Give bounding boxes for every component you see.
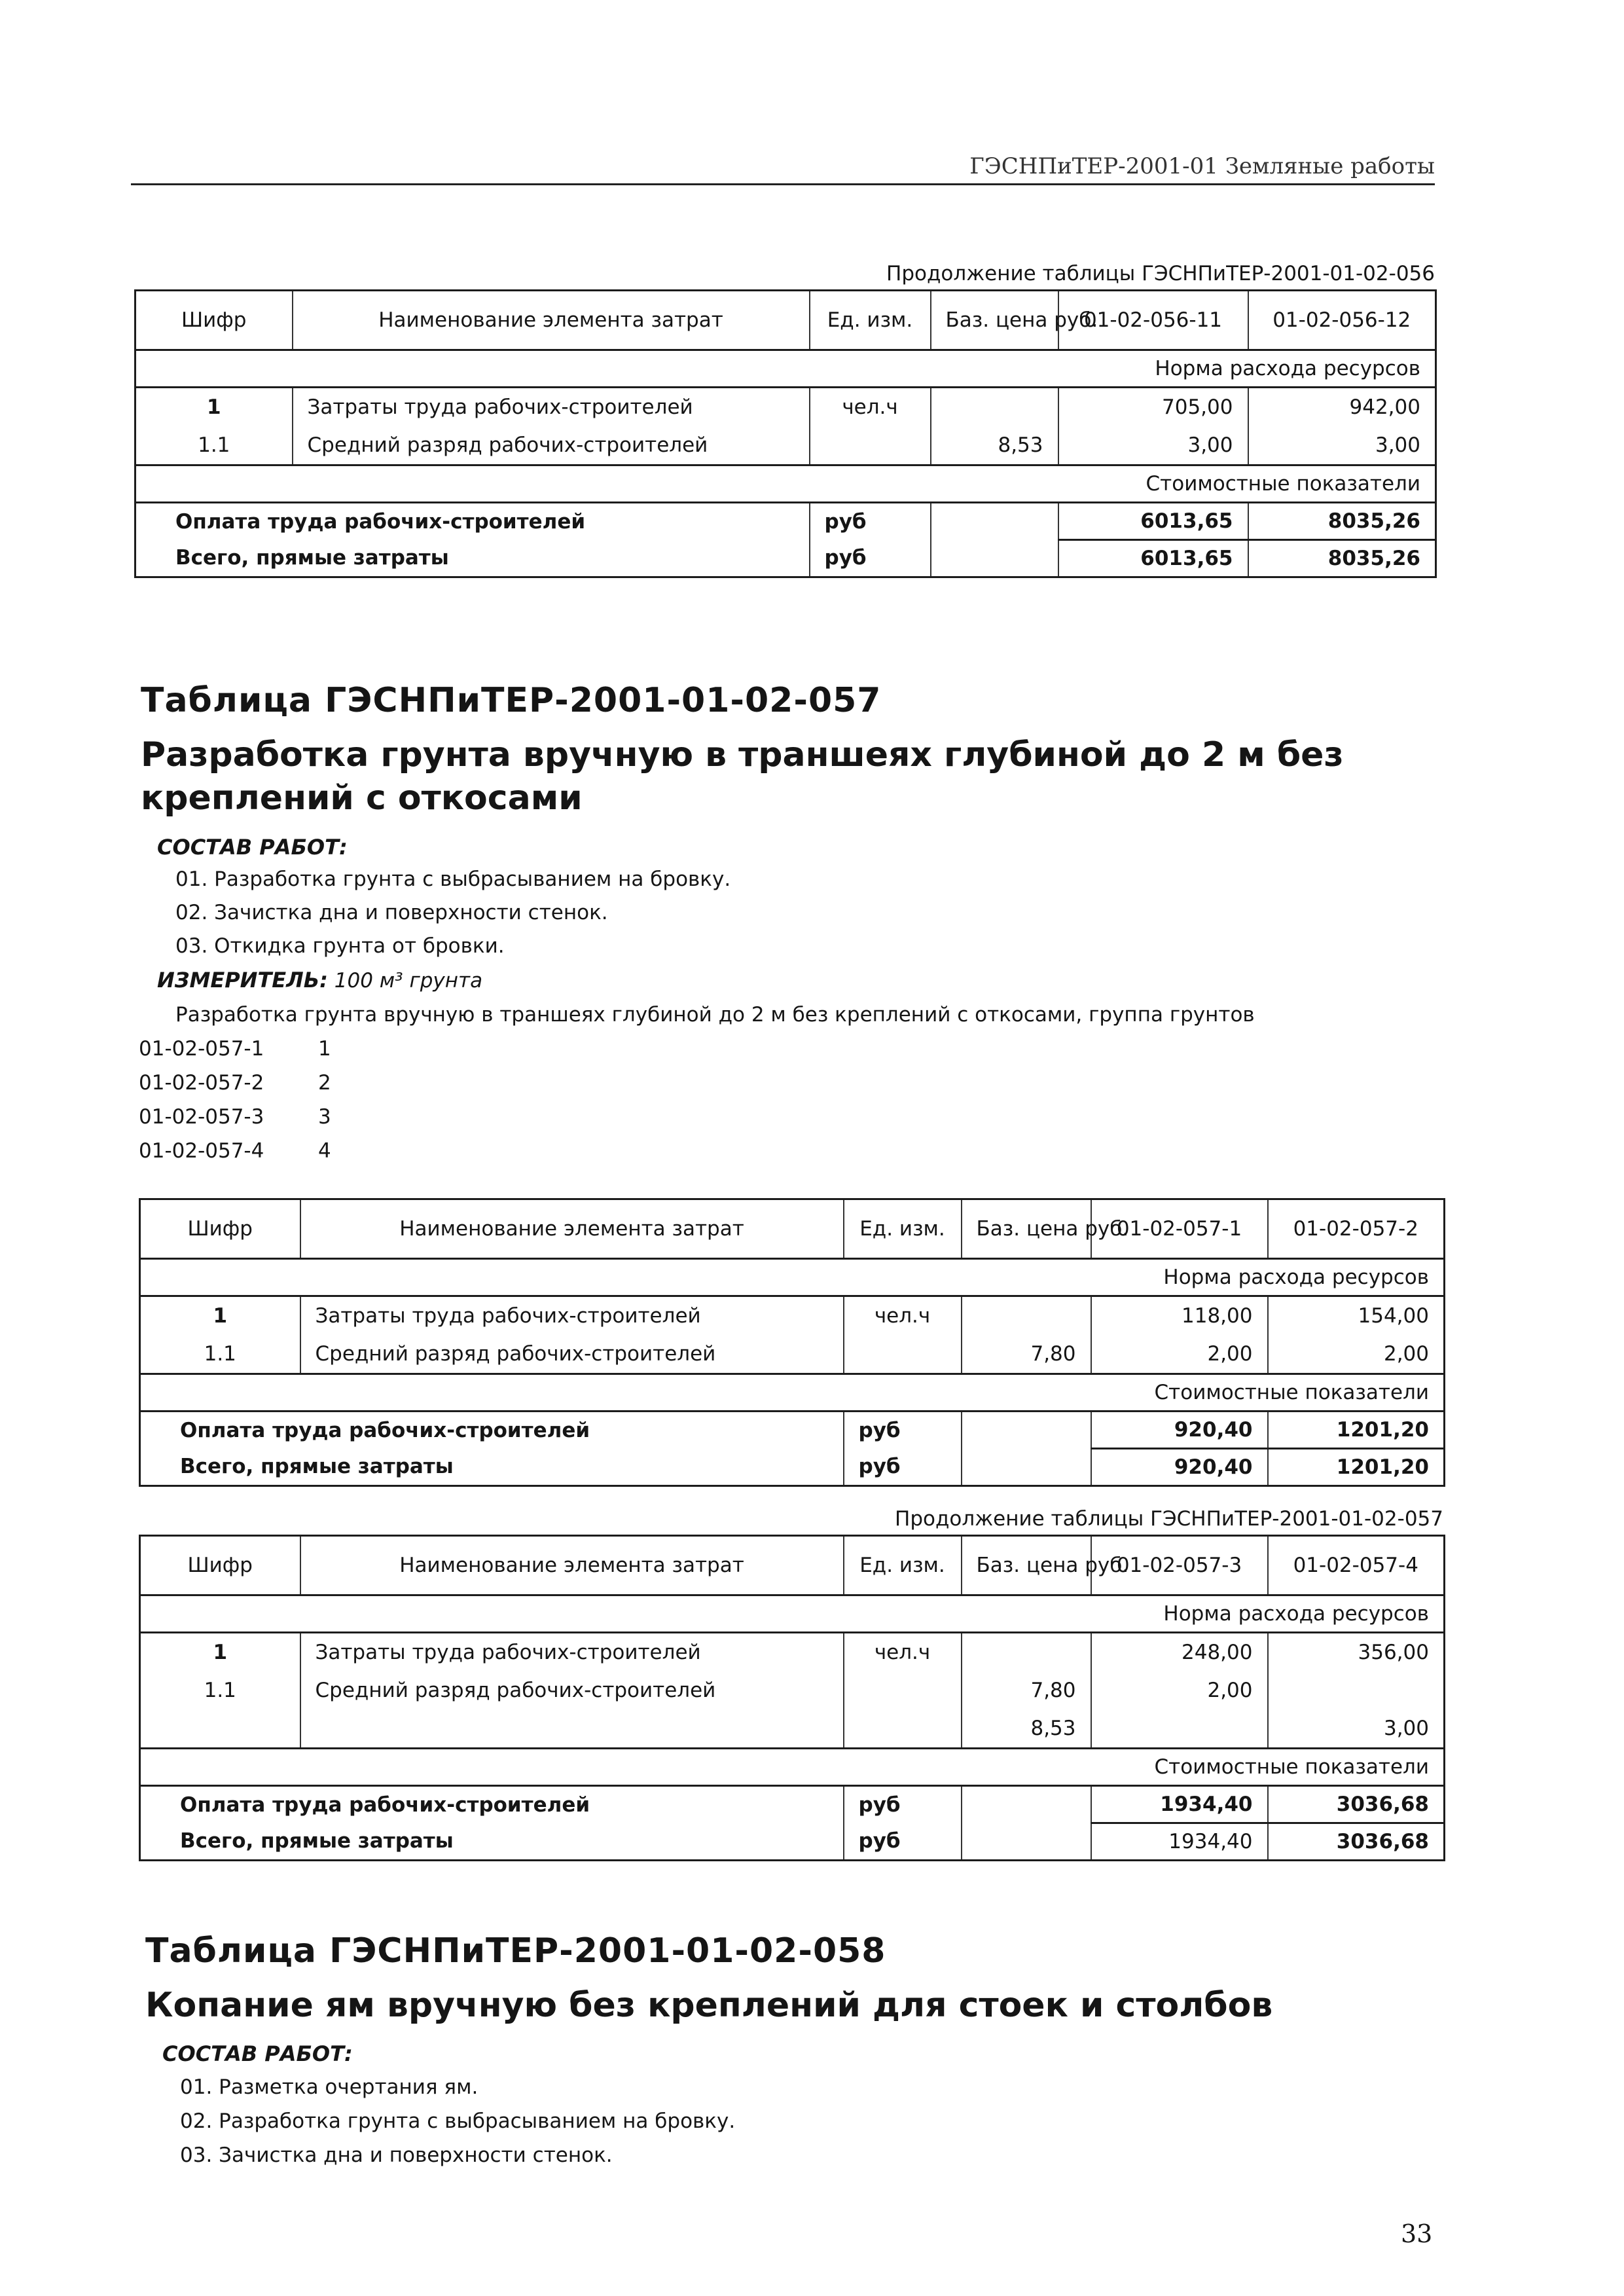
cost-unit: руб	[844, 1823, 962, 1861]
table-name: Копание ям вручную без креплений для стоек и столбов	[145, 1986, 1273, 2025]
cost-unit: руб	[810, 503, 931, 540]
row-unit: чел.ч	[844, 1296, 962, 1336]
row-unit	[844, 1335, 962, 1374]
header-price: Баз. цена руб.	[931, 291, 1058, 350]
cost-value-b: 8035,26	[1248, 540, 1436, 577]
cost-value-a: 920,40	[1091, 1412, 1268, 1449]
section-costs: Стоимостные показатели	[140, 1749, 1445, 1786]
work-item: 02. Разработка грунта с выбрасыванием на бровку.	[180, 2109, 736, 2133]
work-item: 01. Разметка очертания ям.	[180, 2075, 478, 2099]
cost-value-b: 1201,20	[1268, 1449, 1445, 1486]
row-code: 1.1	[135, 426, 293, 465]
table-row	[140, 1671, 1445, 1709]
code-item: 01-02-057-3	[139, 1105, 264, 1129]
row-value-b: 2,00	[1268, 1335, 1445, 1374]
section-norms: Норма расхода ресурсов	[140, 1259, 1445, 1296]
section-norms: Норма расхода ресурсов	[135, 350, 1436, 388]
cost-value-b: 1201,20	[1268, 1412, 1445, 1449]
header-price: Баз. цена руб.	[962, 1536, 1091, 1595]
row-unit	[844, 1709, 962, 1749]
header-code-a: 01-02-057-1	[1091, 1199, 1268, 1259]
row-value-a	[1091, 1709, 1268, 1749]
header-unit: Ед. изм.	[810, 291, 931, 350]
header-code-b: 01-02-056-12	[1248, 291, 1436, 350]
row-value-a: 705,00	[1058, 388, 1248, 427]
row-price: 8,53	[962, 1709, 1091, 1749]
row-value-b: 154,00	[1268, 1296, 1445, 1336]
header-code-a: 01-02-057-3	[1091, 1536, 1268, 1595]
running-header: ГЭСНПиТЕР-2001-01 Земляные работы	[131, 149, 1435, 185]
header-unit: Ед. изм.	[844, 1199, 962, 1259]
cost-value-a: 6013,65	[1058, 540, 1248, 577]
row-price	[931, 388, 1058, 427]
row-value-a: 118,00	[1091, 1296, 1268, 1336]
row-name	[300, 1709, 844, 1749]
row-value-a: 3,00	[1058, 426, 1248, 465]
code-group: 3	[318, 1105, 331, 1129]
table-row	[140, 1709, 1445, 1749]
row-code: 1	[140, 1633, 300, 1672]
cost-name: Оплата труда рабочих-строителей	[140, 1412, 844, 1449]
header-unit: Ед. изм.	[844, 1536, 962, 1595]
cost-value-b: 3036,68	[1268, 1786, 1445, 1823]
header-name: Наименование элемента затрат	[300, 1536, 844, 1595]
cost-name: Всего, прямые затраты	[140, 1823, 844, 1861]
row-value-b: 942,00	[1248, 388, 1436, 427]
row-value-a: 2,00	[1091, 1671, 1268, 1709]
row-unit	[844, 1671, 962, 1709]
row-name: Затраты труда рабочих-строителей	[300, 1633, 844, 1672]
table-row	[140, 1633, 1445, 1672]
cost-unit: руб	[844, 1449, 962, 1486]
section-norms: Норма расхода ресурсов	[140, 1595, 1445, 1633]
cost-unit: руб	[844, 1786, 962, 1823]
code-item: 01-02-057-2	[139, 1071, 264, 1095]
row-code: 1	[140, 1296, 300, 1336]
row-value-a: 248,00	[1091, 1633, 1268, 1672]
row-price	[962, 1633, 1091, 1672]
cost-value-b: 3036,68	[1268, 1823, 1445, 1861]
header-code-a: 01-02-056-11	[1058, 291, 1248, 350]
code-item: 01-02-057-4	[139, 1139, 264, 1163]
meter-label: ИЗМЕРИТЕЛЬ:	[157, 968, 328, 993]
works-label: СОСТАВ РАБОТ:	[157, 835, 348, 860]
table-row	[135, 388, 1436, 427]
cost-row	[135, 540, 1436, 577]
table-row	[135, 426, 1436, 465]
row-price: 8,53	[931, 426, 1058, 465]
row-name: Затраты труда рабочих-строителей	[300, 1296, 844, 1336]
header-price: Баз. цена руб.	[962, 1199, 1091, 1259]
row-name: Затраты труда рабочих-строителей	[293, 388, 810, 427]
work-item: 02. Зачистка дна и поверхности стенок.	[175, 901, 608, 924]
cost-row	[140, 1412, 1445, 1449]
table-row	[140, 1335, 1445, 1374]
meter-line	[157, 968, 482, 993]
row-price: 7,80	[962, 1335, 1091, 1374]
row-value-b: 3,00	[1268, 1709, 1445, 1749]
row-price	[962, 1296, 1091, 1336]
meter-value: 100 м³ грунта	[334, 969, 483, 993]
cost-value-a: 1934,40	[1091, 1786, 1268, 1823]
cost-row	[140, 1449, 1445, 1486]
cost-name: Оплата труда рабочих-строителей	[140, 1786, 844, 1823]
table-name: Разработка грунта вручную в траншеях глубиной до 2 м без креплений с откосами	[141, 735, 1344, 818]
row-unit	[810, 426, 931, 465]
code-group: 4	[318, 1139, 331, 1163]
header-cipher: Шифр	[140, 1199, 300, 1259]
code-group: 1	[318, 1037, 331, 1061]
section-costs: Стоимостные показатели	[140, 1374, 1445, 1412]
header-code-b: 01-02-057-2	[1268, 1199, 1445, 1259]
row-unit: чел.ч	[844, 1633, 962, 1672]
cost-unit: руб	[844, 1412, 962, 1449]
section-costs: Стоимостные показатели	[135, 465, 1436, 503]
table-title: Таблица ГЭСНПиТЕР-2001-01-02-057	[141, 681, 882, 720]
row-code	[140, 1709, 300, 1749]
cost-value-a: 1934,40	[1091, 1823, 1268, 1861]
header-cipher: Шифр	[140, 1536, 300, 1595]
cost-name: Оплата труда рабочих-строителей	[135, 503, 810, 540]
cost-row	[140, 1786, 1445, 1823]
work-item: 03. Зачистка дна и поверхности стенок.	[180, 2143, 613, 2167]
row-code: 1.1	[140, 1335, 300, 1374]
header-name: Наименование элемента затрат	[300, 1199, 844, 1259]
cost-name: Всего, прямые затраты	[140, 1449, 844, 1486]
table-caption: Продолжение таблицы ГЭСНПиТЕР-2001-01-02-057	[895, 1507, 1443, 1531]
header-code-b: 01-02-057-4	[1268, 1536, 1445, 1595]
page-number: 33	[1401, 2219, 1433, 2248]
cost-name: Всего, прямые затраты	[135, 540, 810, 577]
row-value-b: 3,00	[1248, 426, 1436, 465]
work-item: 03. Откидка грунта от бровки.	[175, 934, 505, 958]
row-price: 7,80	[962, 1671, 1091, 1709]
cost-row	[135, 503, 1436, 540]
cost-row	[140, 1823, 1445, 1861]
work-item: 01. Разработка грунта с выбрасыванием на бровку.	[175, 867, 731, 891]
works-label: СОСТАВ РАБОТ:	[162, 2041, 353, 2066]
cost-unit: руб	[810, 540, 931, 577]
row-code: 1	[135, 388, 293, 427]
row-value-a: 2,00	[1091, 1335, 1268, 1374]
header-cipher: Шифр	[135, 291, 293, 350]
row-value-b: 356,00	[1268, 1633, 1445, 1672]
row-name: Средний разряд рабочих-строителей	[300, 1671, 844, 1709]
row-code: 1.1	[140, 1671, 300, 1709]
row-name: Средний разряд рабочих-строителей	[293, 426, 810, 465]
code-item: 01-02-057-1	[139, 1037, 264, 1061]
cost-value-a: 920,40	[1091, 1449, 1268, 1486]
table-caption: Продолжение таблицы ГЭСНПиТЕР-2001-01-02-056	[886, 262, 1435, 285]
cost-value-a: 6013,65	[1058, 503, 1248, 540]
row-unit: чел.ч	[810, 388, 931, 427]
row-name: Средний разряд рабочих-строителей	[300, 1335, 844, 1374]
cost-value-b: 8035,26	[1248, 503, 1436, 540]
table-row	[140, 1296, 1445, 1336]
intro-text: Разработка грунта вручную в траншеях глубиной до 2 м без креплений с откосами, группа грунтов	[175, 1003, 1255, 1027]
header-name: Наименование элемента затрат	[293, 291, 810, 350]
norm-table-057-1	[139, 1198, 1445, 1487]
norm-table-057-2	[139, 1535, 1445, 1861]
table-title: Таблица ГЭСНПиТЕР-2001-01-02-058	[145, 1931, 886, 1971]
norm-table-056	[134, 289, 1437, 578]
row-value-b	[1268, 1671, 1445, 1709]
code-group: 2	[318, 1071, 331, 1095]
